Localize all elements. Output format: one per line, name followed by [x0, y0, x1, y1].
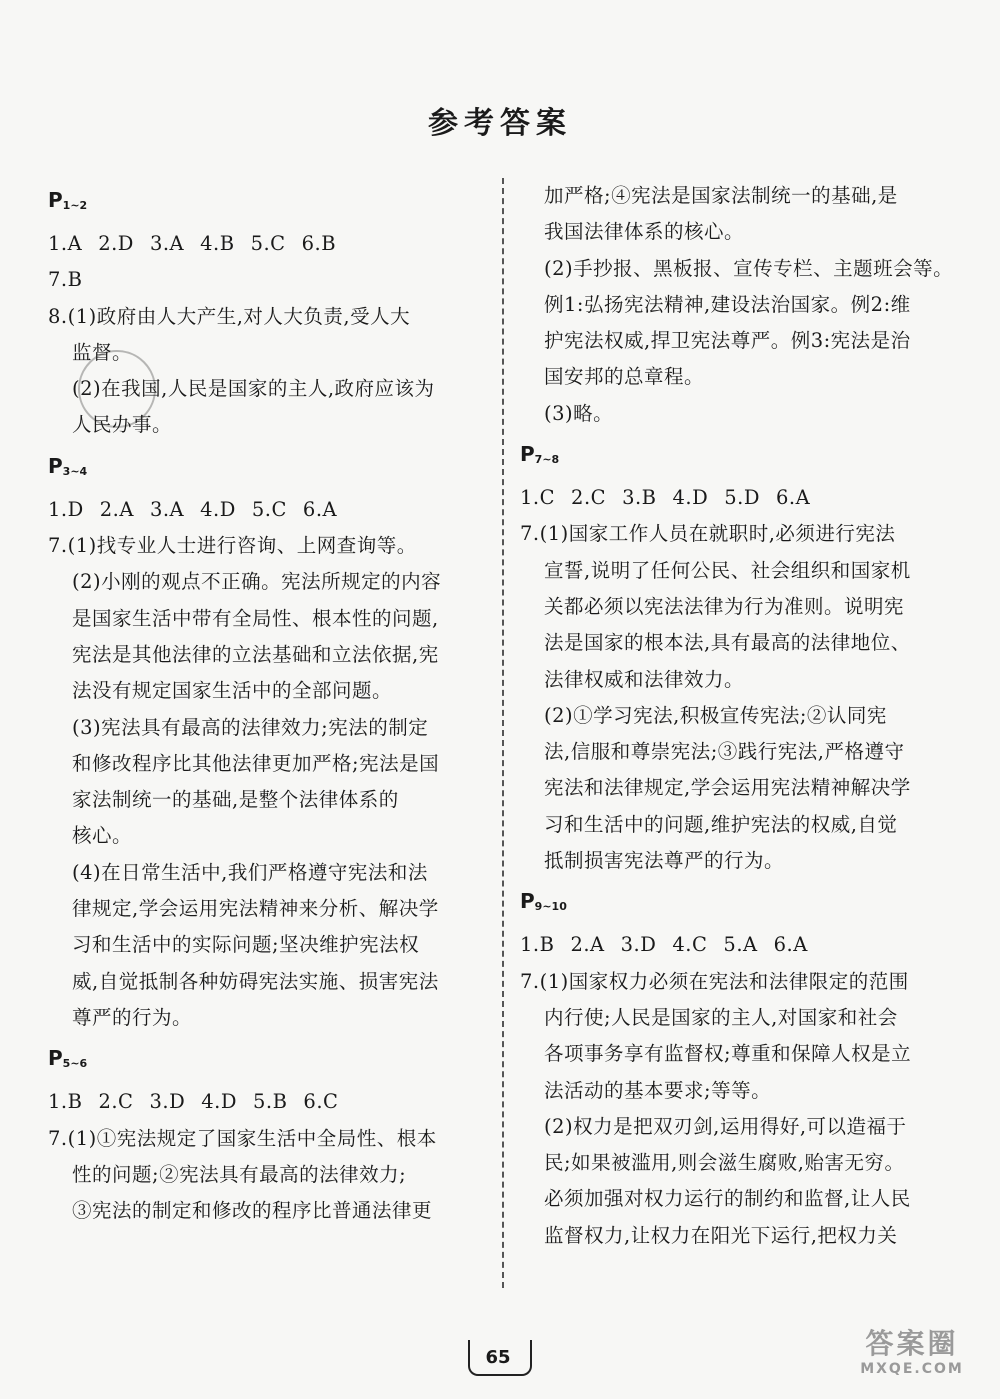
mc-answer-item: 1.D: [48, 497, 84, 521]
answer-line: 7.(1)①宪法规定了国家生活中全局性、根本: [48, 1126, 437, 1150]
mc-answer-item: 2.A: [570, 933, 605, 957]
section-heading-p3-4: $P_{3\sim 4}$: [48, 453, 88, 478]
mc-answer-item: 3.A: [149, 497, 185, 521]
mc-answer-item: 6.A: [776, 486, 811, 510]
answer-line: (3)宪法具有最高的法律效力;宪法的制定: [72, 715, 429, 739]
answer-line: 加严格;④宪法是国家法制统一的基础,是: [544, 184, 898, 207]
answer-line: (2)权力是把双刃剑,运用得好,可以造福于: [544, 1114, 907, 1138]
page-number: 65: [468, 1340, 528, 1376]
mc-answer-item: 4.D: [201, 1090, 237, 1114]
question-7-answer: [520, 516, 958, 879]
answer-line: 是国家生活中带有全局性、根本性的问题,: [72, 606, 439, 630]
mc-answer-item: 5.A: [723, 933, 758, 957]
answer-line: 国安邦的总章程。: [544, 365, 705, 389]
question-8-answer: [48, 299, 484, 444]
answer-line: 习和生活中的实际问题;坚决维护宪法权: [72, 933, 420, 957]
answer-line: (2)手抄报、黑板报、宣传专栏、主题班会等。: [544, 256, 954, 280]
mc-answers: [48, 492, 484, 528]
question-7-answer: [48, 1121, 484, 1230]
mc-answer-item: 6.A: [302, 497, 338, 521]
page-title: 参考答案: [428, 106, 572, 141]
answer-line: 核心。: [72, 824, 133, 848]
answer-line: 习和生活中的问题,维护宪法的权威,自觉: [544, 812, 898, 836]
answer-line: 内行使;人民是国家的主人,对国家和社会: [544, 1005, 898, 1029]
answer-line: (2)①学习宪法,积极宣传宪法;②认同宪: [544, 703, 887, 727]
answer-line: 和修改程序比其他法律更加严格;宪法是国: [72, 751, 440, 775]
answer-line: 必须加强对权力运行的制约和监督,让人民: [544, 1187, 911, 1211]
left-column: [48, 178, 484, 1229]
mc-answers: [48, 226, 484, 262]
mc-answers: [520, 927, 958, 963]
mc-answer-item: 1.B: [520, 933, 555, 957]
answer-line: 性的问题;②宪法具有最高的法律效力;: [72, 1162, 407, 1186]
answer-line: 7.(1)国家权力必须在宪法和法律限定的范围: [520, 969, 909, 993]
section-heading-p7-8: $P_{7\sim 8}$: [520, 442, 560, 467]
answer-line: 法是国家的根本法,具有最高的法律地位、: [544, 631, 911, 655]
mc-answer-item: 2.D: [98, 232, 134, 255]
answer-line: 家法制统一的基础,是整个法律体系的: [72, 788, 399, 812]
mc-answer-item: 6.B: [301, 232, 337, 255]
mc-answer-item: 3.D: [620, 933, 657, 957]
answer-line: 各项事务享有监督权;尊重和保障人权是立: [544, 1042, 912, 1066]
answer-line: 人民办事。: [72, 413, 173, 437]
answer-line: 我国法律体系的核心。: [544, 220, 745, 244]
mc-answer-item: 3.D: [149, 1090, 186, 1114]
answer-line: 宣誓,说明了任何公民、社会组织和国家机: [544, 558, 911, 582]
answer-line: 宪法是其他法律的立法基础和立法依据,宪: [72, 642, 439, 666]
answer-line: 法,信服和尊崇宪法;③践行宪法,严格遵守: [544, 740, 905, 764]
mc-answers: [48, 1084, 484, 1120]
column-divider: [502, 178, 504, 1288]
mc-answer-7: 7.B: [48, 268, 83, 292]
answer-line: 8.(1)政府由人大产生,对人大负责,受人大: [48, 304, 411, 328]
section-heading-p5-6: $P_{5\sim 6}$: [48, 1046, 88, 1071]
mc-answer-item: 5.C: [250, 232, 286, 255]
answer-line: (4)在日常生活中,我们严格遵守宪法和法: [72, 860, 428, 884]
answer-line: (2)在我国,人民是国家的主人,政府应该为: [72, 377, 435, 401]
question-7-answer: [520, 964, 958, 1254]
mc-answer-item: 3.B: [622, 486, 657, 510]
answer-line: ③宪法的制定和修改的程序比普通法律更: [72, 1199, 433, 1223]
question-7-answer: [48, 528, 484, 1036]
mc-answer-item: 4.D: [672, 486, 709, 510]
mc-answer-item: 2.C: [571, 486, 607, 510]
mc-answer-item: 6.A: [773, 933, 808, 957]
answer-line: 法没有规定国家生活中的全部问题。: [72, 679, 393, 703]
answer-line: 法活动的基本要求;等等。: [544, 1078, 772, 1102]
continued-answer: [520, 178, 958, 432]
answer-line: (3)略。: [544, 401, 614, 425]
answer-line: 例1:弘扬宪法精神,建设法治国家。例2:维: [544, 292, 911, 316]
mc-answers: [520, 480, 958, 516]
answer-line: 法律权威和法律效力。: [544, 667, 745, 691]
answer-line: 民;如果被滥用,则会滋生腐败,贻害无穷。: [544, 1151, 905, 1175]
mc-answer-item: 4.B: [200, 232, 235, 255]
answer-line: 护宪法权威,捍卫宪法尊严。例3:宪法是治: [544, 329, 911, 353]
answer-line: 尊严的行为。: [72, 1005, 193, 1029]
right-column: [520, 178, 958, 1254]
section-heading-p1-2: $P_{1\sim 2}$: [48, 188, 88, 212]
mc-answer-item: 1.A: [48, 232, 83, 255]
answer-line: (2)小刚的观点不正确。宪法所规定的内容: [72, 570, 442, 594]
answer-line: 7.(1)国家工作人员在就职时,必须进行宪法: [520, 522, 896, 546]
answer-line: 监督。: [72, 340, 133, 364]
answer-line: 律规定,学会运用宪法精神来分析、解决学: [72, 897, 439, 921]
mc-answer-item: 4.C: [672, 933, 708, 957]
mc-answer-item: 2.A: [99, 497, 134, 521]
mc-answer-item: 3.A: [149, 232, 185, 255]
book-icon: [468, 1340, 532, 1376]
mc-answer-item: 5.D: [724, 486, 760, 510]
answer-line: 7.(1)找专业人士进行咨询、上网查询等。: [48, 534, 417, 558]
answer-line: 监督权力,让权力在阳光下运行,把权力关: [544, 1223, 898, 1247]
answer-line: 关都必须以宪法法律为行为准则。说明宪: [544, 594, 905, 618]
mc-answer-item: 5.C: [251, 497, 287, 521]
answer-line: 宪法和法律规定,学会运用宪法精神解决学: [544, 776, 911, 800]
mc-answer-item: 1.C: [520, 486, 556, 510]
mc-answer-item: 4.D: [200, 497, 236, 521]
section-heading-p9-10: $P_{9\sim 10}$: [520, 889, 567, 914]
mc-answer-item: 1.B: [48, 1090, 83, 1114]
mc-answer-item: 6.C: [303, 1090, 339, 1114]
answer-line: 抵制损害宪法尊严的行为。: [544, 849, 785, 873]
watermark-logo: 答案圈 MXQE.COM: [860, 1327, 964, 1377]
mc-answer-item: 5.B: [252, 1090, 288, 1114]
mc-answer-item: 2.C: [98, 1090, 134, 1114]
answer-line: 威,自觉抵制各种妨碍宪法实施、损害宪法: [72, 969, 439, 993]
